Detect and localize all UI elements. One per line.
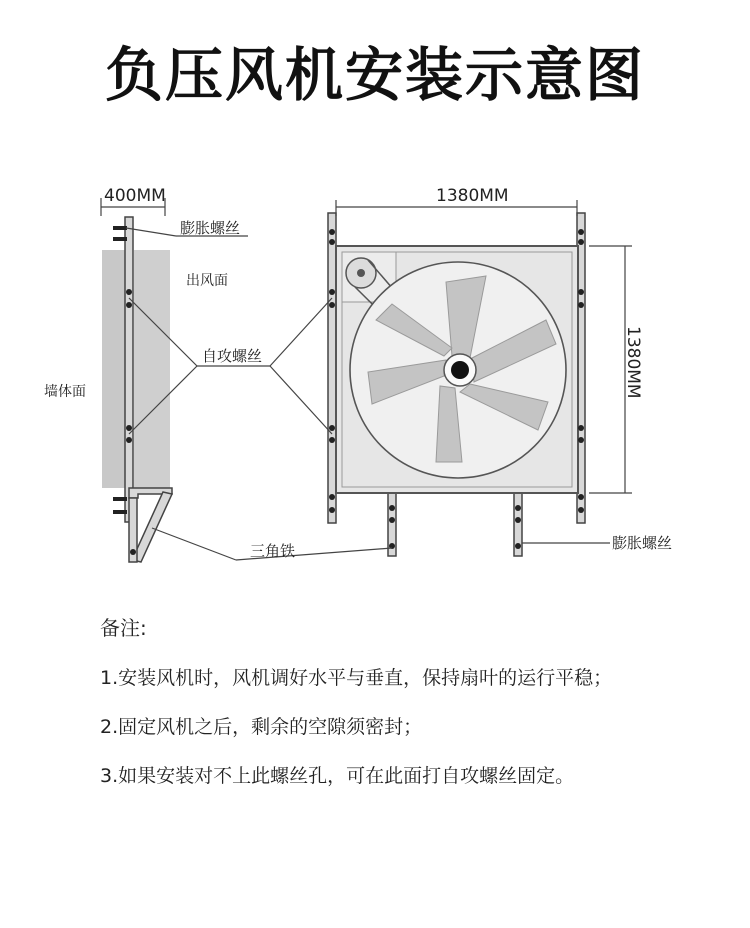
front-view: [328, 200, 632, 556]
self-tapping-screw-label: 自攻螺丝: [202, 347, 263, 365]
outlet-panel: [134, 250, 170, 488]
wall-side-label: 墙体面: [44, 384, 86, 400]
side-post: [125, 217, 133, 522]
dim-1380-right-label: 1380MM: [623, 326, 643, 399]
notes-section: [100, 612, 720, 810]
wall: [102, 250, 128, 488]
dim-400-label: 400MM: [104, 186, 166, 206]
expansion-screw-bottom-label: 膨胀螺丝: [612, 534, 673, 552]
note-item: 1.安装风机时，风机调好水平与垂直，保持扇叶的运行平稳；: [100, 667, 613, 689]
angle-iron-label: 三角铁: [250, 542, 296, 560]
page-title: 负压风机安装示意图: [104, 41, 645, 109]
side-view: [101, 198, 172, 562]
dim-1380-top-label: 1380MM: [436, 186, 509, 206]
notes-heading: 备注:: [100, 616, 147, 640]
air-outlet-label: 出风面: [186, 273, 228, 289]
note-item: 3.如果安装对不上此螺丝孔，可在此面打自攻螺丝固定。: [100, 765, 575, 787]
expansion-screw-top-label: 膨胀螺丝: [180, 219, 241, 237]
note-item: 2.固定风机之后，剩余的空隙须密封；: [100, 716, 423, 738]
